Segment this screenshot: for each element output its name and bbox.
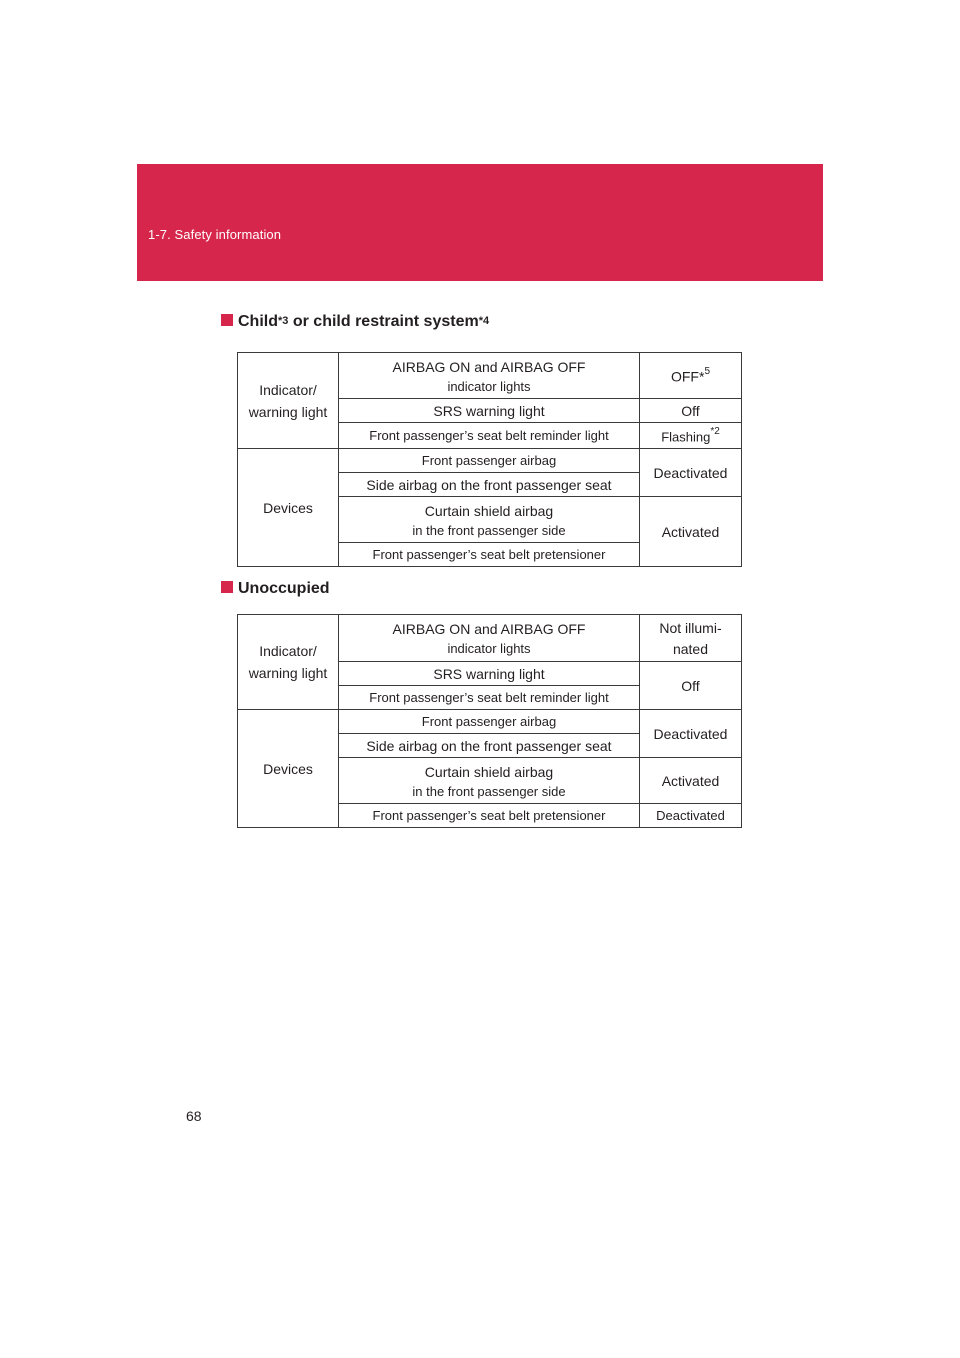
header-band [137, 164, 823, 281]
item-cell: SRS warning light [339, 399, 640, 423]
group-cell-devices: Devices [238, 449, 339, 567]
value-cell: Deactivated [640, 804, 742, 828]
group-cell-indicator: Indicator/ warning light [238, 353, 339, 449]
item-line: Curtain shield airbag [424, 502, 554, 519]
value-text: Flashing [661, 429, 711, 445]
item-line: in the front passenger side [412, 783, 566, 799]
value-cell: Off [640, 399, 742, 423]
table-row [238, 615, 742, 662]
table-row [238, 353, 742, 399]
section1-heading [221, 313, 489, 331]
section1-title-sup1: *3 [278, 315, 289, 327]
item-cell: Front passenger’s seat belt pretensioner [339, 804, 640, 828]
value-cell [640, 423, 742, 449]
item-cell: Side airbag on the front passenger seat [339, 473, 640, 497]
item-cell: Front passenger airbag [339, 449, 640, 473]
value-cell: Off [640, 662, 742, 710]
item-cell [339, 353, 640, 399]
item-cell [339, 615, 640, 662]
item-line: AIRBAG ON and AIRBAG OFF [392, 621, 586, 637]
value-text: OFF* [670, 368, 705, 385]
value-sup: 5 [704, 366, 710, 378]
item-cell: Front passenger airbag [339, 710, 640, 734]
value-sup: *2 [710, 426, 720, 437]
value-cell: Activated [640, 758, 742, 804]
item-cell: Front passenger’s seat belt reminder light [339, 423, 640, 449]
section1-title-sup2: *4 [478, 315, 490, 327]
item-cell: Front passenger’s seat belt reminder light [339, 686, 640, 710]
section1-table [237, 352, 742, 567]
square-bullet-icon [221, 314, 233, 326]
value-cell: Activated [640, 497, 742, 567]
item-line: indicator lights [447, 378, 531, 394]
value-line: nated [672, 641, 709, 657]
section2-table [237, 614, 742, 828]
item-cell [339, 758, 640, 804]
item-cell: Front passenger’s seat belt pretensioner [339, 543, 640, 567]
section2-title: Unoccupied [238, 580, 330, 597]
item-line: indicator lights [447, 641, 531, 656]
value-cell [640, 615, 742, 662]
item-line: Curtain shield airbag [424, 763, 554, 780]
section2-heading [221, 580, 330, 598]
value-cell: Deactivated [640, 710, 742, 758]
section1-title-pre: Child [238, 313, 278, 330]
section-label: 1-7. Safety information [148, 227, 282, 242]
table-row [238, 449, 742, 473]
square-bullet-icon [221, 581, 233, 593]
item-cell: Side airbag on the front passenger seat [339, 734, 640, 758]
value-line: Not illumi- [659, 620, 722, 636]
value-cell: Deactivated [640, 449, 742, 497]
group-cell-devices: Devices [238, 710, 339, 828]
value-cell [640, 353, 742, 399]
table-row [238, 710, 742, 734]
group-cell-indicator: Indicator/ warning light [238, 615, 339, 710]
section1-title-mid: or child restraint system [288, 313, 479, 330]
item-cell [339, 497, 640, 543]
item-cell: SRS warning light [339, 662, 640, 686]
page-number: 68 [186, 1108, 202, 1124]
item-line: in the front passenger side [412, 522, 566, 538]
item-line: AIRBAG ON and AIRBAG OFF [392, 358, 586, 375]
